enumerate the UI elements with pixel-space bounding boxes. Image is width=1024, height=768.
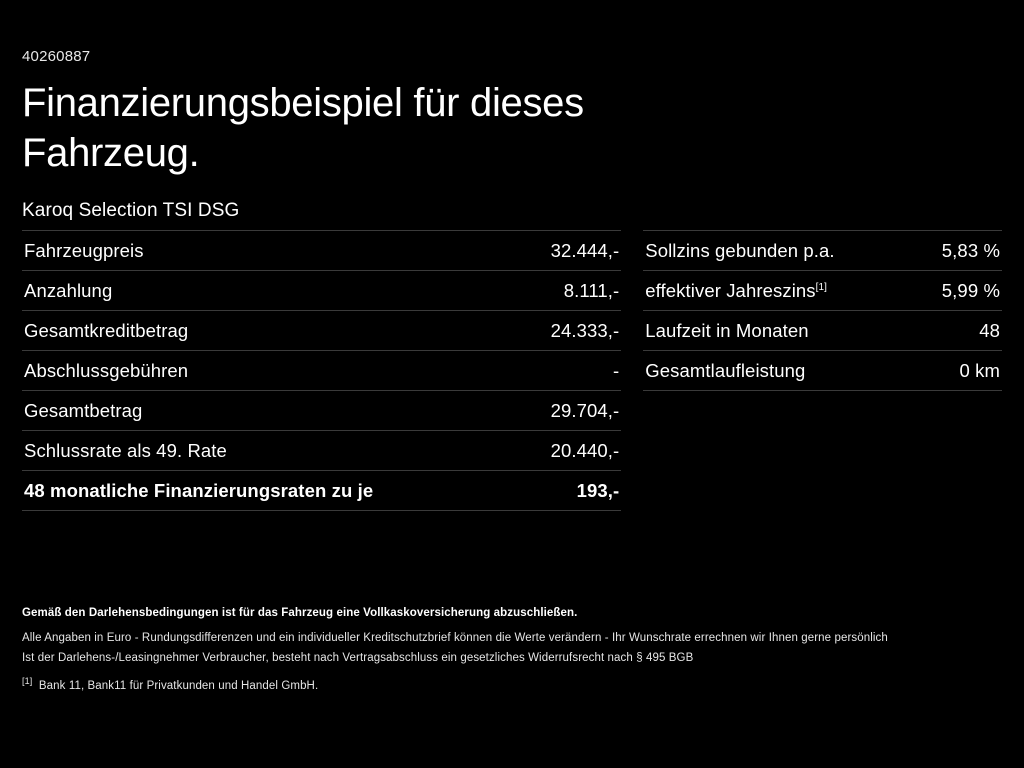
- page-title: Finanzierungsbeispiel für dieses Fahrzeug.: [22, 81, 584, 175]
- footnote-bank-reference: [22, 676, 1002, 692]
- footnote-line-1: Alle Angaben in Euro - Rundungsdifferenzen und ein individueller Kreditschutzbrief können die Werte verändern - Ihr Wunschrate errechnen wir Ihnen gerne persönlich: [22, 631, 888, 644]
- footnotes-section: [22, 607, 1002, 692]
- row-label-text: effektiver Jahreszins: [645, 280, 816, 302]
- row-value: 8.111,-: [563, 280, 620, 302]
- row-label: Fahrzeugpreis: [24, 240, 144, 262]
- table-row: [643, 351, 1002, 391]
- table-row: [643, 231, 1002, 271]
- footnote-bank-text: Bank 11, Bank11 für Privatkunden und Handel GmbH.: [38, 680, 319, 692]
- table-row: [22, 271, 621, 311]
- table-row: [22, 431, 621, 471]
- table-row: [22, 391, 621, 431]
- table-row: [22, 231, 621, 271]
- finance-table-left-column: [22, 230, 621, 511]
- row-label: Gesamtkreditbetrag: [24, 320, 189, 342]
- footnote-line-2: Ist der Darlehens-/Leasingnehmer Verbraucher, besteht nach Vertragsabschluss ein gesetzliches Widerrufsrecht nach § 495 BGB: [22, 651, 694, 664]
- row-label: [643, 271, 914, 311]
- footnote-marker: [1]: [815, 282, 828, 294]
- footnote-marker: [1]: [22, 676, 33, 687]
- row-value: 5,83 %: [941, 240, 1000, 262]
- row-label: Schlussrate als 49. Rate: [24, 440, 227, 462]
- finance-tables: [22, 230, 1002, 511]
- row-value: 24.333,-: [550, 320, 620, 342]
- table-row: [22, 311, 621, 351]
- finance-table-right: [643, 230, 1002, 391]
- row-value: 5,99 %: [941, 280, 1000, 302]
- reference-number: 40260887: [22, 48, 91, 65]
- row-label: Sollzins gebunden p.a.: [645, 240, 835, 262]
- row-label: Abschlussgebühren: [24, 360, 189, 382]
- row-label: Anzahlung: [24, 280, 113, 302]
- row-value: 0 km: [959, 360, 1000, 382]
- row-label: 48 monatliche Finanzierungsraten zu je: [24, 480, 374, 502]
- table-row: [643, 311, 1002, 351]
- row-value: 193,-: [576, 480, 620, 502]
- table-row: [22, 351, 621, 391]
- row-value: 48: [979, 320, 1000, 342]
- finance-table-left: [22, 230, 621, 511]
- finance-table-right-column: [643, 230, 1002, 391]
- row-value: 32.444,-: [550, 240, 620, 262]
- table-row: [643, 271, 1002, 311]
- row-value: 29.704,-: [550, 400, 620, 422]
- row-value: -: [612, 360, 620, 382]
- row-value: 20.440,-: [550, 440, 620, 462]
- table-row-total: [22, 471, 621, 511]
- row-label: Laufzeit in Monaten: [645, 320, 809, 342]
- footnote-insurance-notice: Gemäß den Darlehensbedingungen ist für das Fahrzeug eine Vollkaskoversicherung abzuschließen.: [22, 606, 578, 619]
- vehicle-model-name: Karoq Selection TSI DSG: [22, 200, 240, 222]
- row-label: Gesamtlaufleistung: [645, 360, 806, 382]
- row-label: Gesamtbetrag: [24, 400, 143, 422]
